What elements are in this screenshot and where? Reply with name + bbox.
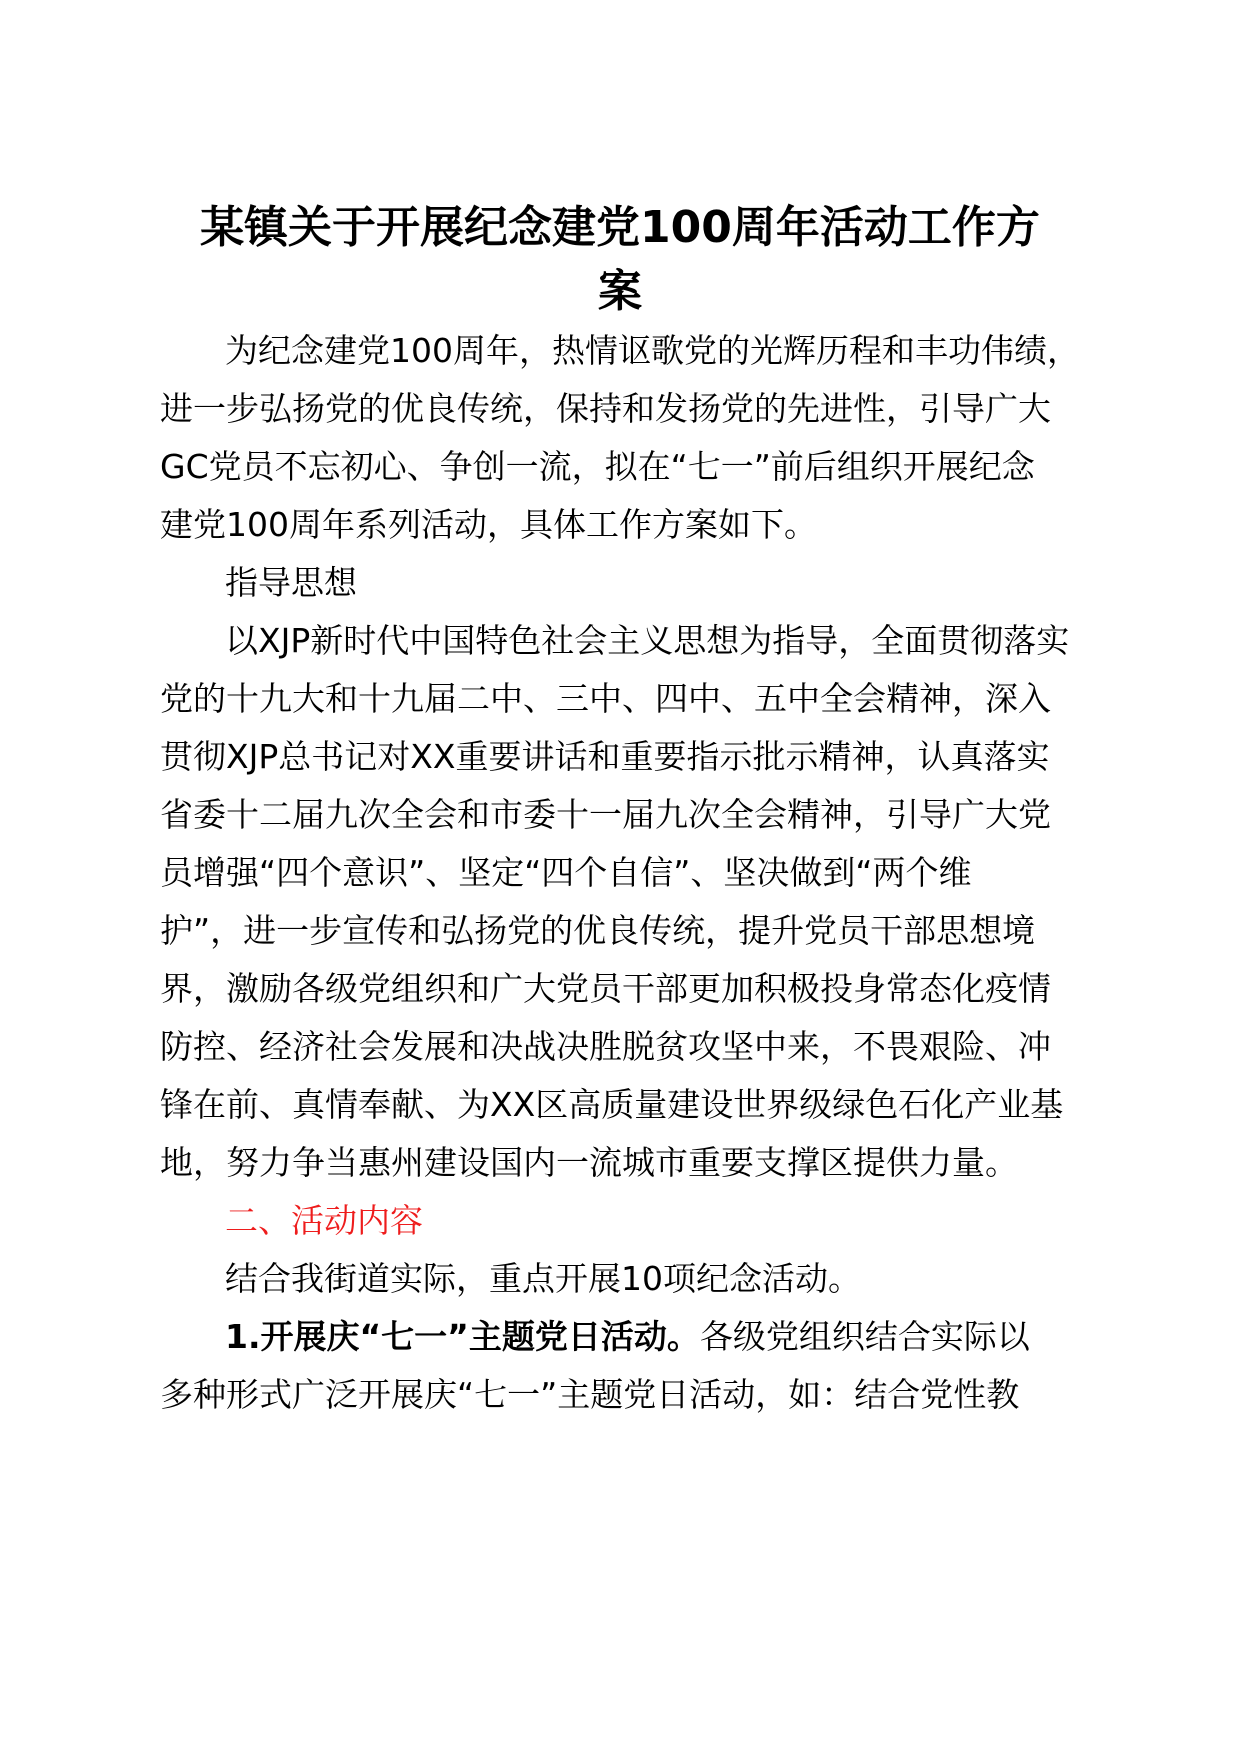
guiding-paragraph-line-4: 省委十二届九次全会和市委十一届九次全会精神，引导广大党 [160, 795, 1051, 834]
guiding-paragraph-line-7: 界，激励各级党组织和广大党员干部更加积极投身常态化疫情 [160, 969, 1051, 1008]
guiding-paragraph-line-5: 员增强“四个意识”、坚定“四个自信”、坚决做到“两个维 [160, 853, 972, 892]
activity-item-1-text: 各级党组织结合实际以 [699, 1317, 1030, 1356]
guiding-paragraph-line-2: 党的十九大和十九届二中、三中、四中、五中全会精神，深入 [160, 679, 1051, 718]
activity-intro-line: 结合我街道实际，重点开展10项纪念活动。 [225, 1259, 861, 1298]
activity-item-1-line-1 [225, 1314, 1095, 1360]
guiding-paragraph-line-3: 贯彻XJP总书记对XX重要讲话和重要指示批示精神，认真落实 [160, 737, 1050, 776]
document-title-line-1: 某镇关于开展纪念建党100周年活动工作方 [200, 202, 1040, 253]
intro-paragraph-line-3: GC党员不忘初心、争创一流，拟在“七一”前后组织开展纪念 [160, 447, 1035, 486]
guiding-paragraph-line-6: 护”，进一步宣传和弘扬党的优良传统，提升党员干部思想境 [160, 911, 1036, 950]
intro-paragraph-line-2: 进一步弘扬党的优良传统，保持和发扬党的先进性，引导广大 [160, 389, 1051, 428]
section-heading-activity-content: 二、活动内容 [225, 1201, 423, 1240]
activity-item-1-line-2: 多种形式广泛开展庆“七一”主题党日活动，如：结合党性教 [160, 1375, 1020, 1414]
guiding-paragraph-line-10: 地，努力争当惠州建设国内一流城市重要支撑区提供力量。 [160, 1143, 1018, 1182]
intro-paragraph-line-1: 为纪念建党100周年，热情讴歌党的光辉历程和丰功伟绩， [225, 331, 1080, 370]
activity-item-1-heading: 1.开展庆“七一”主题党日活动。 [225, 1317, 700, 1356]
document-title-line-2: 案 [598, 266, 642, 317]
guiding-paragraph-line-1: 以XJP新时代中国特色社会主义思想为指导，全面贯彻落实 [225, 621, 1070, 660]
section-heading-guiding-thought: 指导思想 [225, 563, 357, 602]
intro-paragraph-line-4: 建党100周年系列活动，具体工作方案如下。 [160, 505, 817, 544]
guiding-paragraph-line-8: 防控、经济社会发展和决战决胜脱贫攻坚中来，不畏艰险、冲 [160, 1027, 1051, 1066]
guiding-paragraph-line-9: 锋在前、真情奉献、为XX区高质量建设世界级绿色石化产业基 [160, 1085, 1064, 1124]
